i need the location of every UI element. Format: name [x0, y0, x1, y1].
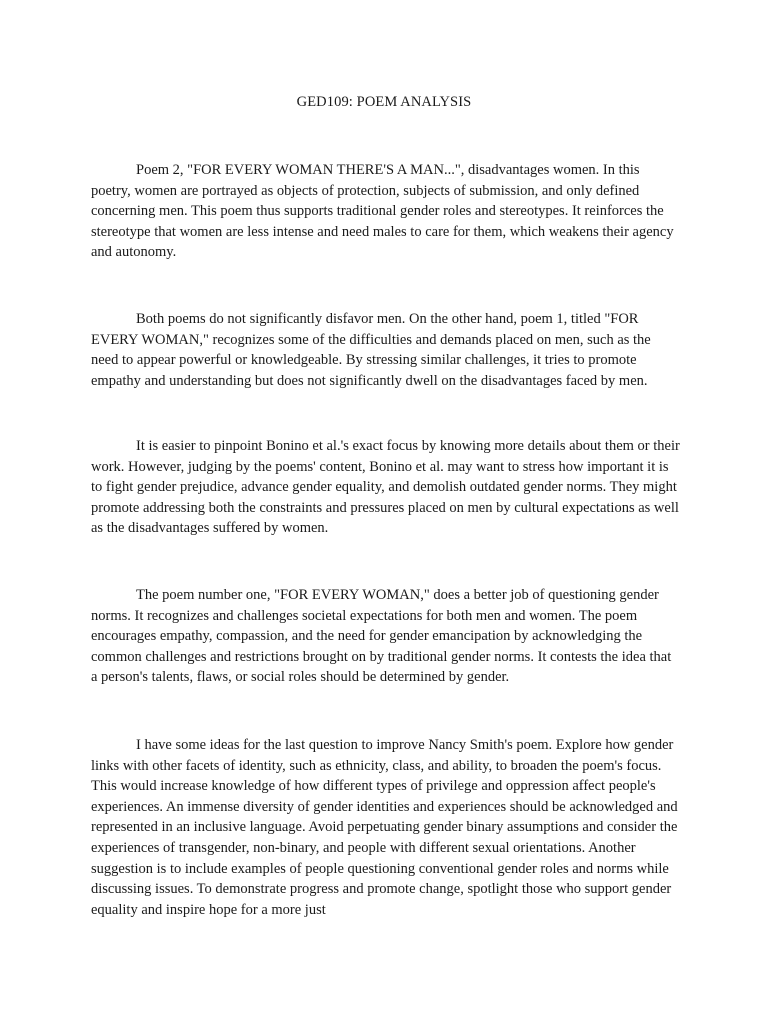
paragraph-5: I have some ideas for the last question to improve Nancy Smith's poem. Explore how gender links with other facets of identity, such as ethnicity, class, and ability, to broaden the poem's focus. This would increase knowledge of how different types of privilege and oppression affect people's experiences. An immense diversity of gender identities and experiences should be acknowledged and represented in an inclusive language. Avoid perpetuating gender binary assumptions and consider the experiences of transgender, non-binary, and people with different sexual orientations. Another suggestion is to include examples of people questioning conventional gender roles and norms while discussing issues. To demonstrate progress and promote change, spotlight those who support gender equality and inspire hope for a more just: [91, 737, 678, 918]
paragraph-4: The poem number one, "FOR EVERY WOMAN," does a better job of questioning gender norms. It recognizes and challenges societal expectations for both men and women. The poem encourages empathy, compassion, and the need for gender emancipation by acknowledging the common challenges and restrictions brought on by traditional gender norms. It contests the idea that a person's talents, flaws, or social roles should be determined by gender.: [91, 587, 672, 686]
paragraph-3: It is easier to pinpoint Bonino et al.'s exact focus by knowing more details about them or their work. However, judging by the poems' content, Bonino et al. may want to stress how important it is to fight gender prejudice, advance gender equality, and demolish outdated gender norms. They might promote addressing both the constraints and pressures placed on men by cultural expectations as well as the disadvantages suffered by women.: [91, 438, 680, 537]
paragraph-2: Both poems do not significantly disfavor men. On the other hand, poem 1, titled "FOR EVERY WOMAN," recognizes some of the difficulties and demands placed on men, such as the need to appear powerful or knowledgeable. By stressing similar challenges, it tries to promote empathy and understanding but does not significantly dwell on the disadvantages faced by men.: [91, 311, 651, 389]
paragraph-1: Poem 2, "FOR EVERY WOMAN THERE'S A MAN...", disadvantages women. In this poetry, women are portrayed as objects of protection, subjects of submission, and only defined concerning men. This poem thus supports traditional gender roles and stereotypes. It reinforces the stereotype that women are less intense and need males to care for them, which weakens their agency and autonomy.: [91, 162, 674, 261]
document-title: GED109: POEM ANALYSIS: [296, 94, 472, 110]
